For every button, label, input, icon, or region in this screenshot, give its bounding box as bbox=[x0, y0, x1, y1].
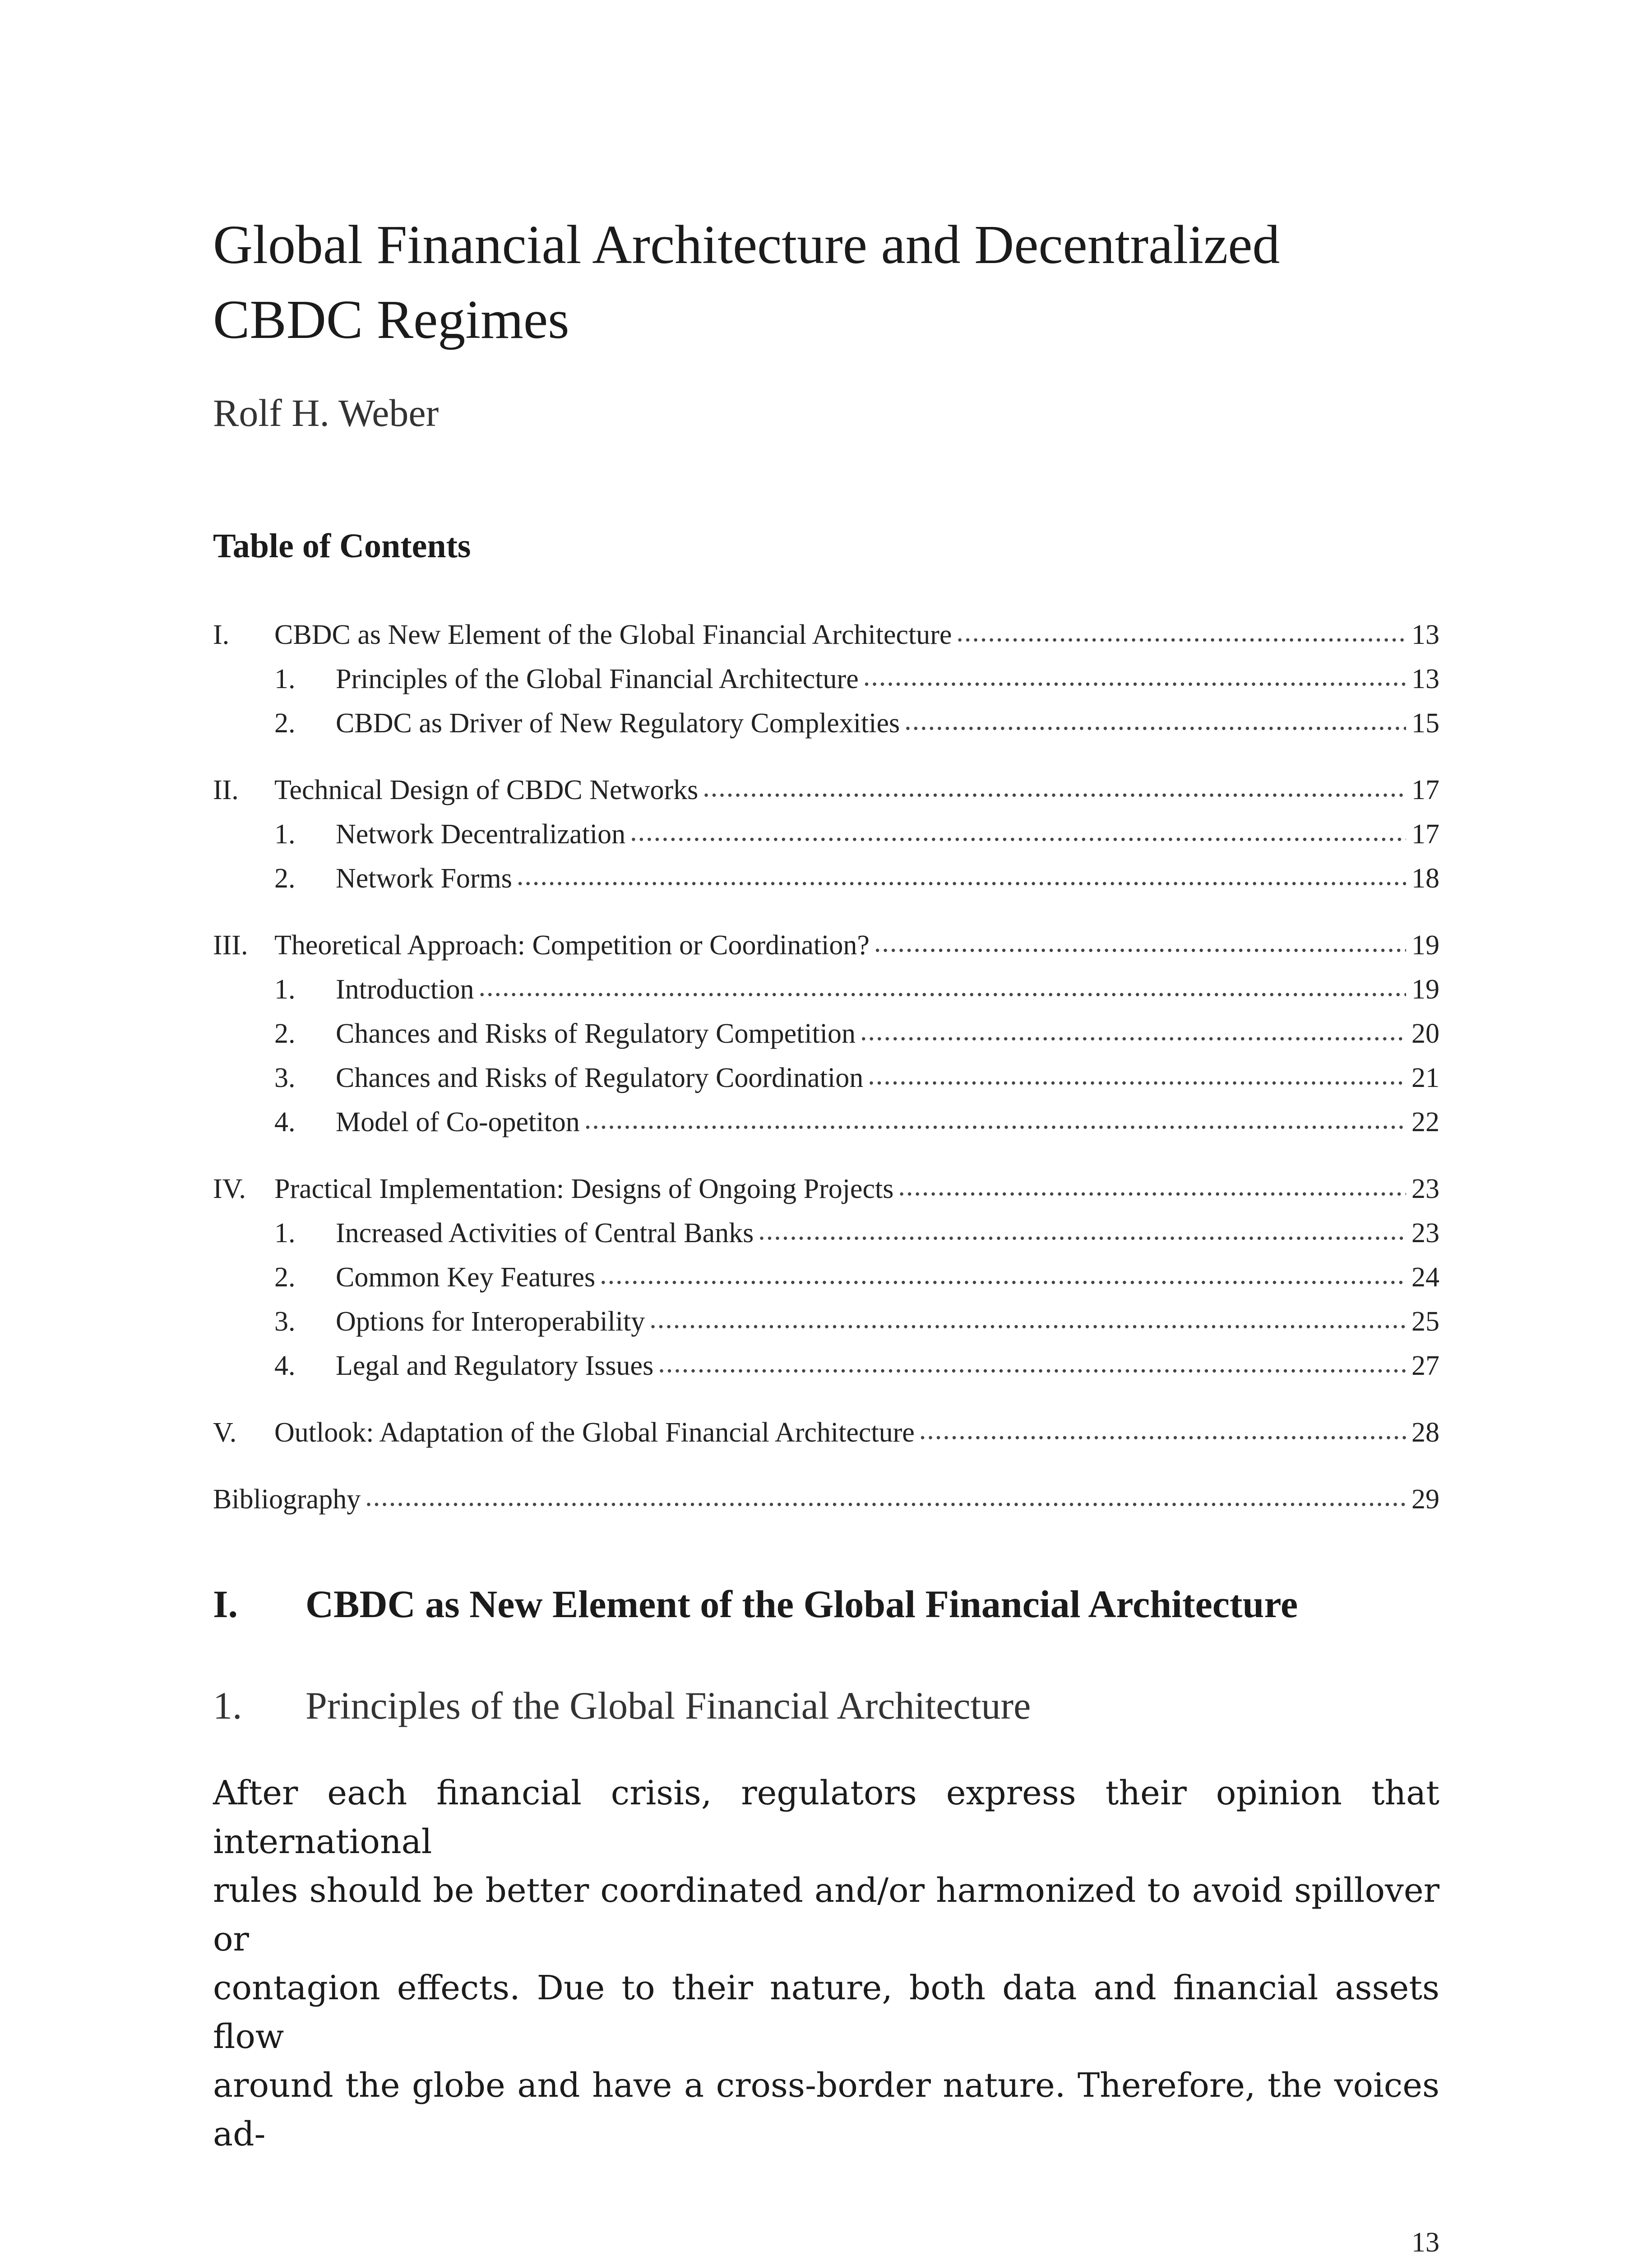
toc-entry-page: 27 bbox=[1411, 1350, 1439, 1381]
toc-dot-leader bbox=[630, 809, 1406, 854]
toc-entry-label: Bibliography bbox=[213, 1484, 361, 1515]
toc-subentry[interactable] bbox=[213, 812, 1439, 856]
toc-entry-number: 2. bbox=[274, 1262, 296, 1293]
toc-dot-leader bbox=[649, 1297, 1406, 1341]
toc-entry-number: 2. bbox=[274, 708, 296, 739]
toc-entry-label: Common Key Features bbox=[336, 1262, 596, 1293]
toc-entry[interactable] bbox=[213, 923, 1439, 967]
toc-subentry[interactable] bbox=[213, 701, 1439, 745]
toc-dot-leader bbox=[600, 1253, 1406, 1297]
toc-entry-page: 15 bbox=[1411, 708, 1439, 739]
toc-entry-number: II. bbox=[213, 775, 239, 805]
toc-subentry[interactable] bbox=[213, 1211, 1439, 1255]
toc-dot-leader bbox=[956, 610, 1406, 654]
toc-entry[interactable] bbox=[213, 1410, 1439, 1455]
toc-subentry[interactable] bbox=[213, 1255, 1439, 1299]
toc-group bbox=[213, 1167, 1439, 1388]
toc-dot-leader bbox=[479, 965, 1407, 1009]
section-number: I. bbox=[213, 1582, 238, 1626]
document-title bbox=[213, 208, 1439, 357]
toc-entry-number: 2. bbox=[274, 863, 296, 894]
toc-entry-label: Theoretical Approach: Competition or Coordination? bbox=[274, 930, 870, 961]
toc-dot-leader bbox=[658, 1341, 1406, 1385]
toc-entry-number: III. bbox=[213, 930, 248, 961]
author-name: Rolf H. Weber bbox=[213, 391, 439, 435]
toc-dot-leader bbox=[517, 854, 1406, 898]
toc-entry-label: Network Decentralization bbox=[336, 819, 626, 850]
toc-dot-leader bbox=[365, 1475, 1406, 1519]
toc-dot-leader bbox=[863, 654, 1406, 698]
toc-entry-label: Technical Design of CBDC Networks bbox=[274, 775, 699, 805]
toc-entry-page: 19 bbox=[1411, 930, 1439, 961]
toc-entry-label: Chances and Risks of Regulatory Competition bbox=[336, 1018, 856, 1049]
toc-group bbox=[213, 923, 1439, 1144]
toc-entry-page: 20 bbox=[1411, 1018, 1439, 1049]
toc-entry-page: 18 bbox=[1411, 863, 1439, 894]
toc-subentry[interactable] bbox=[213, 967, 1439, 1012]
toc-entry-label: Chances and Risks of Regulatory Coordination bbox=[336, 1063, 864, 1093]
toc-dot-leader bbox=[584, 1097, 1406, 1142]
toc-entry-page: 29 bbox=[1411, 1484, 1439, 1515]
toc-entry-number: I. bbox=[213, 619, 230, 650]
document-title-line-1: Global Financial Architecture and Decentralized bbox=[213, 214, 1280, 275]
subsection-number: 1. bbox=[213, 1684, 242, 1727]
toc-entry-page: 13 bbox=[1411, 619, 1439, 650]
toc-entry-page: 22 bbox=[1411, 1107, 1439, 1137]
toc-entry[interactable] bbox=[213, 768, 1439, 812]
toc-subentry[interactable] bbox=[213, 856, 1439, 901]
toc-entry-label: Introduction bbox=[336, 974, 474, 1005]
toc-entry-number: 1. bbox=[274, 1218, 296, 1248]
subsection-heading bbox=[213, 1681, 1031, 1730]
toc-entry-number: IV. bbox=[213, 1174, 246, 1204]
toc-entry-label: Network Forms bbox=[336, 863, 512, 894]
toc-entry-page: 28 bbox=[1411, 1417, 1439, 1448]
toc-heading: Table of Contents bbox=[213, 527, 471, 565]
section-heading bbox=[213, 1579, 1298, 1629]
toc-entry-label: CBDC as New Element of the Global Financial Architecture bbox=[274, 619, 952, 650]
toc-dot-leader bbox=[898, 1164, 1406, 1208]
body-line: contagion effects. Due to their nature, both data and financial assets flow bbox=[213, 1969, 1439, 2056]
toc-entry-page: 17 bbox=[1411, 819, 1439, 850]
toc-entry-number: 1. bbox=[274, 974, 296, 1005]
document-title-line-2: CBDC Regimes bbox=[213, 289, 569, 350]
body-line: After each financial crisis, regulators express their opinion that international bbox=[213, 1774, 1439, 1861]
toc-entry-label: Increased Activities of Central Banks bbox=[336, 1218, 754, 1248]
toc-group bbox=[213, 768, 1439, 901]
toc-entry-number: 3. bbox=[274, 1306, 296, 1337]
toc-subentry[interactable] bbox=[213, 1056, 1439, 1100]
toc-entry-number: 1. bbox=[274, 819, 296, 850]
toc-entry-label: Principles of the Global Financial Architecture bbox=[336, 664, 859, 694]
toc-subentry[interactable] bbox=[213, 1100, 1439, 1144]
toc-entry-label: CBDC as Driver of New Regulatory Complexities bbox=[336, 708, 900, 739]
toc-subentry[interactable] bbox=[213, 1012, 1439, 1056]
toc-dot-leader bbox=[758, 1208, 1406, 1253]
toc-entry-page: 24 bbox=[1411, 1262, 1439, 1293]
body-line: around the globe and have a cross-border nature. Therefore, the voices ad- bbox=[213, 2066, 1439, 2154]
toc-dot-leader bbox=[904, 698, 1406, 743]
toc-entry-label: Outlook: Adaptation of the Global Financial Architecture bbox=[274, 1417, 915, 1448]
toc-entry-page: 13 bbox=[1411, 664, 1439, 694]
toc-entry-page: 25 bbox=[1411, 1306, 1439, 1337]
toc-dot-leader bbox=[868, 1053, 1406, 1097]
toc-entry[interactable] bbox=[213, 613, 1439, 657]
toc-entry-label: Model of Co-opetiton bbox=[336, 1107, 580, 1137]
toc-entry-page: 17 bbox=[1411, 775, 1439, 805]
toc-entry-page: 21 bbox=[1411, 1063, 1439, 1093]
subsection-title: Principles of the Global Financial Architecture bbox=[305, 1684, 1031, 1727]
toc-dot-leader bbox=[860, 1009, 1406, 1053]
toc-entry-number: 4. bbox=[274, 1107, 296, 1137]
toc-entry-label: Legal and Regulatory Issues bbox=[336, 1350, 654, 1381]
toc-subentry[interactable] bbox=[213, 1344, 1439, 1388]
toc-entry-number: 1. bbox=[274, 664, 296, 694]
toc-entry-label: Practical Implementation: Designs of Ongoing Projects bbox=[274, 1174, 894, 1204]
toc-entry-number: 3. bbox=[274, 1063, 296, 1093]
toc-entry-page: 19 bbox=[1411, 974, 1439, 1005]
toc-group bbox=[213, 613, 1439, 745]
toc-entry-page: 23 bbox=[1411, 1218, 1439, 1248]
toc-entry-number: V. bbox=[213, 1417, 237, 1448]
body-line: rules should be better coordinated and/or harmonized to avoid spillover or bbox=[213, 1871, 1439, 1959]
toc-subentry[interactable] bbox=[213, 1299, 1439, 1344]
toc-entry-number: 2. bbox=[274, 1018, 296, 1049]
section-title: CBDC as New Element of the Global Financial Architecture bbox=[305, 1582, 1298, 1626]
toc-subentry[interactable] bbox=[213, 657, 1439, 701]
body-paragraph bbox=[213, 1769, 1439, 2159]
toc-entry[interactable] bbox=[213, 1477, 1439, 1521]
table-of-contents bbox=[213, 613, 1439, 1544]
toc-group bbox=[213, 1477, 1439, 1521]
toc-entry-number: 4. bbox=[274, 1350, 296, 1381]
toc-dot-leader bbox=[874, 920, 1406, 965]
toc-group bbox=[213, 1410, 1439, 1455]
toc-entry-page: 23 bbox=[1411, 1174, 1439, 1204]
toc-entry[interactable] bbox=[213, 1167, 1439, 1211]
page-number: 13 bbox=[1411, 2227, 1439, 2256]
toc-entry-label: Options for Interoperability bbox=[336, 1306, 645, 1337]
toc-dot-leader bbox=[919, 1408, 1406, 1452]
toc-dot-leader bbox=[703, 765, 1406, 809]
